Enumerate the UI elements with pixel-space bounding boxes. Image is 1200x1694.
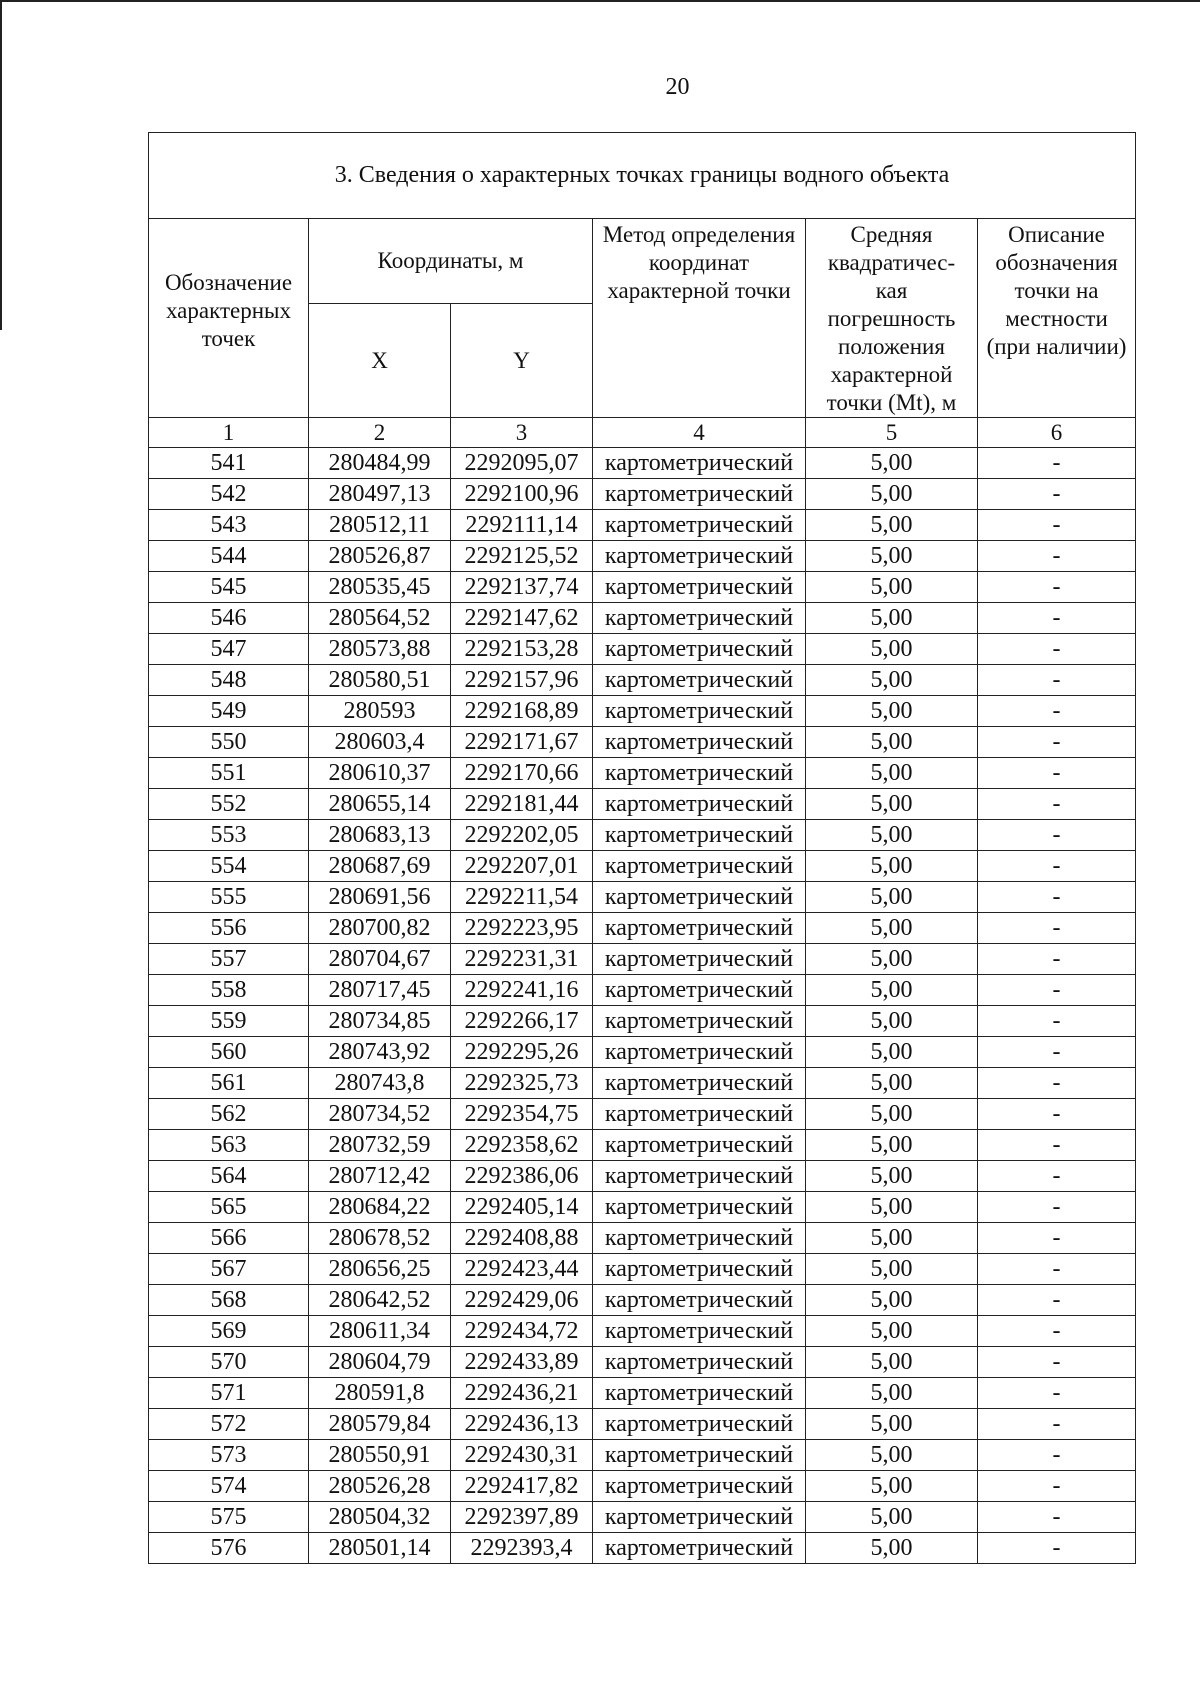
x-coordinate-cell: 280717,45 [309, 975, 451, 1006]
mt-error-cell: 5,00 [806, 1192, 978, 1223]
x-coordinate-cell: 280604,79 [309, 1347, 451, 1378]
point-number-cell: 545 [149, 572, 309, 603]
point-number-cell: 558 [149, 975, 309, 1006]
mt-error-cell: 5,00 [806, 820, 978, 851]
table-row [149, 1192, 1136, 1223]
mt-error-cell: 5,00 [806, 1378, 978, 1409]
scan-edge-top [0, 0, 1200, 2]
method-cell: картометрический [593, 882, 806, 913]
mt-error-cell: 5,00 [806, 479, 978, 510]
description-cell: - [978, 913, 1136, 944]
point-number-cell: 544 [149, 541, 309, 572]
method-cell: картометрический [593, 975, 806, 1006]
method-cell: картометрический [593, 820, 806, 851]
y-coordinate-cell: 2292397,89 [451, 1502, 593, 1533]
point-number-cell: 574 [149, 1471, 309, 1502]
table-row [149, 975, 1136, 1006]
column-number: 5 [806, 418, 978, 448]
method-cell: картометрический [593, 510, 806, 541]
mt-error-cell: 5,00 [806, 1471, 978, 1502]
x-coordinate-cell: 280526,87 [309, 541, 451, 572]
method-cell: картометрический [593, 1440, 806, 1471]
description-cell: - [978, 541, 1136, 572]
column-number: 6 [978, 418, 1136, 448]
mt-error-cell: 5,00 [806, 944, 978, 975]
x-coordinate-cell: 280656,25 [309, 1254, 451, 1285]
method-cell: картометрический [593, 603, 806, 634]
point-number-cell: 569 [149, 1316, 309, 1347]
point-number-cell: 542 [149, 479, 309, 510]
table-row [149, 1533, 1136, 1564]
header-y: Y [451, 304, 593, 418]
table-row [149, 1285, 1136, 1316]
point-number-cell: 541 [149, 448, 309, 479]
x-coordinate-cell: 280687,69 [309, 851, 451, 882]
y-coordinate-cell: 2292095,07 [451, 448, 593, 479]
x-coordinate-cell: 280611,34 [309, 1316, 451, 1347]
x-coordinate-cell: 280512,11 [309, 510, 451, 541]
mt-error-cell: 5,00 [806, 913, 978, 944]
x-coordinate-cell: 280610,37 [309, 758, 451, 789]
mt-error-cell: 5,00 [806, 727, 978, 758]
description-cell: - [978, 1161, 1136, 1192]
method-cell: картометрический [593, 1161, 806, 1192]
point-number-cell: 571 [149, 1378, 309, 1409]
x-coordinate-cell: 280484,99 [309, 448, 451, 479]
description-cell: - [978, 1192, 1136, 1223]
description-cell: - [978, 510, 1136, 541]
description-cell: - [978, 448, 1136, 479]
y-coordinate-cell: 2292436,13 [451, 1409, 593, 1440]
description-cell: - [978, 1254, 1136, 1285]
method-cell: картометрический [593, 944, 806, 975]
mt-error-cell: 5,00 [806, 1161, 978, 1192]
method-cell: картометрический [593, 1223, 806, 1254]
mt-error-cell: 5,00 [806, 572, 978, 603]
mt-error-cell: 5,00 [806, 1068, 978, 1099]
y-coordinate-cell: 2292433,89 [451, 1347, 593, 1378]
y-coordinate-cell: 2292137,74 [451, 572, 593, 603]
x-coordinate-cell: 280526,28 [309, 1471, 451, 1502]
x-coordinate-cell: 280593 [309, 696, 451, 727]
column-number: 2 [309, 418, 451, 448]
mt-error-cell: 5,00 [806, 634, 978, 665]
description-cell: - [978, 634, 1136, 665]
y-coordinate-cell: 2292153,28 [451, 634, 593, 665]
table-row [149, 603, 1136, 634]
method-cell: картометрический [593, 696, 806, 727]
description-cell: - [978, 665, 1136, 696]
description-cell: - [978, 944, 1136, 975]
table-row [149, 944, 1136, 975]
method-cell: картометрический [593, 1347, 806, 1378]
description-cell: - [978, 1471, 1136, 1502]
point-number-cell: 547 [149, 634, 309, 665]
description-cell: - [978, 479, 1136, 510]
mt-error-cell: 5,00 [806, 448, 978, 479]
header-error: Средняя квадратичес-кая погрешность положения характерной точки (Mt), м [806, 219, 978, 418]
point-number-cell: 555 [149, 882, 309, 913]
column-number: 1 [149, 418, 309, 448]
x-coordinate-cell: 280564,52 [309, 603, 451, 634]
mt-error-cell: 5,00 [806, 696, 978, 727]
y-coordinate-cell: 2292100,96 [451, 479, 593, 510]
description-cell: - [978, 1347, 1136, 1378]
mt-error-cell: 5,00 [806, 1533, 978, 1564]
y-coordinate-cell: 2292393,4 [451, 1533, 593, 1564]
table-row [149, 665, 1136, 696]
mt-error-cell: 5,00 [806, 1254, 978, 1285]
mt-error-cell: 5,00 [806, 882, 978, 913]
y-coordinate-cell: 2292434,72 [451, 1316, 593, 1347]
mt-error-cell: 5,00 [806, 851, 978, 882]
mt-error-cell: 5,00 [806, 1006, 978, 1037]
point-number-cell: 570 [149, 1347, 309, 1378]
y-coordinate-cell: 2292223,95 [451, 913, 593, 944]
description-cell: - [978, 882, 1136, 913]
y-coordinate-cell: 2292266,17 [451, 1006, 593, 1037]
point-number-cell: 556 [149, 913, 309, 944]
point-number-cell: 549 [149, 696, 309, 727]
y-coordinate-cell: 2292429,06 [451, 1285, 593, 1316]
header-method: Метод определения координат характерной точки [593, 219, 806, 418]
table-row [149, 572, 1136, 603]
method-cell: картометрический [593, 479, 806, 510]
method-cell: картометрический [593, 541, 806, 572]
table-row [149, 1130, 1136, 1161]
method-cell: картометрический [593, 1130, 806, 1161]
x-coordinate-cell: 280497,13 [309, 479, 451, 510]
table-row [149, 1254, 1136, 1285]
description-cell: - [978, 1440, 1136, 1471]
header-description: Описание обозначения точки на местности (при наличии) [978, 219, 1136, 418]
x-coordinate-cell: 280691,56 [309, 882, 451, 913]
x-coordinate-cell: 280550,91 [309, 1440, 451, 1471]
description-cell: - [978, 1502, 1136, 1533]
y-coordinate-cell: 2292423,44 [451, 1254, 593, 1285]
description-cell: - [978, 1533, 1136, 1564]
point-number-cell: 559 [149, 1006, 309, 1037]
y-coordinate-cell: 2292430,31 [451, 1440, 593, 1471]
table-row [149, 634, 1136, 665]
table-row [149, 913, 1136, 944]
table-row [149, 541, 1136, 572]
x-coordinate-cell: 280712,42 [309, 1161, 451, 1192]
x-coordinate-cell: 280704,67 [309, 944, 451, 975]
mt-error-cell: 5,00 [806, 1099, 978, 1130]
description-cell: - [978, 1409, 1136, 1440]
table-body [149, 448, 1136, 1564]
mt-error-cell: 5,00 [806, 665, 978, 696]
point-number-cell: 561 [149, 1068, 309, 1099]
table-row [149, 510, 1136, 541]
description-cell: - [978, 696, 1136, 727]
point-number-cell: 572 [149, 1409, 309, 1440]
page-number: 20 [665, 74, 690, 100]
header-coordinates: Координаты, м [309, 219, 593, 304]
table-row [149, 1006, 1136, 1037]
description-cell: - [978, 1223, 1136, 1254]
mt-error-cell: 5,00 [806, 510, 978, 541]
table-row [149, 1037, 1136, 1068]
y-coordinate-cell: 2292202,05 [451, 820, 593, 851]
y-coordinate-cell: 2292211,54 [451, 882, 593, 913]
point-number-cell: 554 [149, 851, 309, 882]
x-coordinate-cell: 280743,92 [309, 1037, 451, 1068]
point-number-cell: 576 [149, 1533, 309, 1564]
table-row [149, 758, 1136, 789]
table-row [149, 696, 1136, 727]
table-row [149, 1378, 1136, 1409]
point-number-cell: 548 [149, 665, 309, 696]
mt-error-cell: 5,00 [806, 603, 978, 634]
x-coordinate-cell: 280603,4 [309, 727, 451, 758]
description-cell: - [978, 1130, 1136, 1161]
point-number-cell: 563 [149, 1130, 309, 1161]
y-coordinate-cell: 2292231,31 [451, 944, 593, 975]
x-coordinate-cell: 280700,82 [309, 913, 451, 944]
method-cell: картометрический [593, 572, 806, 603]
x-coordinate-cell: 280591,8 [309, 1378, 451, 1409]
mt-error-cell: 5,00 [806, 1502, 978, 1533]
method-cell: картометрический [593, 851, 806, 882]
method-cell: картометрический [593, 1502, 806, 1533]
description-cell: - [978, 1285, 1136, 1316]
x-coordinate-cell: 280535,45 [309, 572, 451, 603]
description-cell: - [978, 758, 1136, 789]
method-cell: картометрический [593, 727, 806, 758]
y-coordinate-cell: 2292147,62 [451, 603, 593, 634]
table-row [149, 851, 1136, 882]
method-cell: картометрический [593, 1192, 806, 1223]
mt-error-cell: 5,00 [806, 1130, 978, 1161]
method-cell: картометрический [593, 1068, 806, 1099]
y-coordinate-cell: 2292436,21 [451, 1378, 593, 1409]
method-cell: картометрический [593, 1471, 806, 1502]
table-row [149, 1161, 1136, 1192]
table-row [149, 1068, 1136, 1099]
mt-error-cell: 5,00 [806, 1285, 978, 1316]
table-row [149, 479, 1136, 510]
description-cell: - [978, 789, 1136, 820]
method-cell: картометрический [593, 665, 806, 696]
y-coordinate-cell: 2292354,75 [451, 1099, 593, 1130]
x-coordinate-cell: 280743,8 [309, 1068, 451, 1099]
description-cell: - [978, 572, 1136, 603]
x-coordinate-cell: 280655,14 [309, 789, 451, 820]
scan-edge-left [0, 0, 2, 330]
mt-error-cell: 5,00 [806, 975, 978, 1006]
table-title: 3. Сведения о характерных точках границы водного объекта [149, 133, 1136, 219]
point-number-cell: 562 [149, 1099, 309, 1130]
x-coordinate-cell: 280732,59 [309, 1130, 451, 1161]
method-cell: картометрический [593, 1006, 806, 1037]
y-coordinate-cell: 2292125,52 [451, 541, 593, 572]
method-cell: картометрический [593, 758, 806, 789]
y-coordinate-cell: 2292157,96 [451, 665, 593, 696]
point-number-cell: 543 [149, 510, 309, 541]
table-row [149, 727, 1136, 758]
table-row [149, 448, 1136, 479]
description-cell: - [978, 1316, 1136, 1347]
method-cell: картометрический [593, 1409, 806, 1440]
x-coordinate-cell: 280642,52 [309, 1285, 451, 1316]
y-coordinate-cell: 2292170,66 [451, 758, 593, 789]
x-coordinate-cell: 280684,22 [309, 1192, 451, 1223]
point-number-cell: 566 [149, 1223, 309, 1254]
y-coordinate-cell: 2292168,89 [451, 696, 593, 727]
method-cell: картометрический [593, 1099, 806, 1130]
table-row [149, 1347, 1136, 1378]
table-row [149, 820, 1136, 851]
x-coordinate-cell: 280734,85 [309, 1006, 451, 1037]
table-row [149, 882, 1136, 913]
point-number-cell: 564 [149, 1161, 309, 1192]
y-coordinate-cell: 2292181,44 [451, 789, 593, 820]
description-cell: - [978, 851, 1136, 882]
y-coordinate-cell: 2292241,16 [451, 975, 593, 1006]
method-cell: картометрический [593, 1285, 806, 1316]
method-cell: картометрический [593, 1533, 806, 1564]
description-cell: - [978, 1099, 1136, 1130]
description-cell: - [978, 1037, 1136, 1068]
x-coordinate-cell: 280579,84 [309, 1409, 451, 1440]
description-cell: - [978, 603, 1136, 634]
mt-error-cell: 5,00 [806, 1037, 978, 1068]
point-number-cell: 557 [149, 944, 309, 975]
x-coordinate-cell: 280683,13 [309, 820, 451, 851]
point-number-cell: 568 [149, 1285, 309, 1316]
point-number-cell: 553 [149, 820, 309, 851]
mt-error-cell: 5,00 [806, 541, 978, 572]
y-coordinate-cell: 2292417,82 [451, 1471, 593, 1502]
point-number-cell: 567 [149, 1254, 309, 1285]
column-number: 4 [593, 418, 806, 448]
x-coordinate-cell: 280734,52 [309, 1099, 451, 1130]
point-number-cell: 560 [149, 1037, 309, 1068]
description-cell: - [978, 1006, 1136, 1037]
table-row [149, 1440, 1136, 1471]
y-coordinate-cell: 2292207,01 [451, 851, 593, 882]
table-row [149, 1502, 1136, 1533]
method-cell: картометрический [593, 1254, 806, 1285]
table-row [149, 1471, 1136, 1502]
method-cell: картометрический [593, 789, 806, 820]
point-number-cell: 575 [149, 1502, 309, 1533]
mt-error-cell: 5,00 [806, 1409, 978, 1440]
description-cell: - [978, 975, 1136, 1006]
description-cell: - [978, 820, 1136, 851]
mt-error-cell: 5,00 [806, 1347, 978, 1378]
mt-error-cell: 5,00 [806, 1440, 978, 1471]
point-number-cell: 565 [149, 1192, 309, 1223]
method-cell: картометрический [593, 913, 806, 944]
mt-error-cell: 5,00 [806, 1316, 978, 1347]
description-cell: - [978, 1378, 1136, 1409]
y-coordinate-cell: 2292325,73 [451, 1068, 593, 1099]
y-coordinate-cell: 2292295,26 [451, 1037, 593, 1068]
x-coordinate-cell: 280573,88 [309, 634, 451, 665]
description-cell: - [978, 1068, 1136, 1099]
table-row [149, 1223, 1136, 1254]
header-designation: Обозначение характерных точек [149, 219, 309, 418]
description-cell: - [978, 727, 1136, 758]
y-coordinate-cell: 2292408,88 [451, 1223, 593, 1254]
y-coordinate-cell: 2292111,14 [451, 510, 593, 541]
table-row [149, 1409, 1136, 1440]
y-coordinate-cell: 2292386,06 [451, 1161, 593, 1192]
method-cell: картометрический [593, 1378, 806, 1409]
table-row [149, 1316, 1136, 1347]
y-coordinate-cell: 2292358,62 [451, 1130, 593, 1161]
header-x: X [309, 304, 451, 418]
table-row [149, 789, 1136, 820]
point-number-cell: 546 [149, 603, 309, 634]
table-row [149, 1099, 1136, 1130]
mt-error-cell: 5,00 [806, 789, 978, 820]
point-number-cell: 573 [149, 1440, 309, 1471]
x-coordinate-cell: 280678,52 [309, 1223, 451, 1254]
x-coordinate-cell: 280501,14 [309, 1533, 451, 1564]
mt-error-cell: 5,00 [806, 758, 978, 789]
y-coordinate-cell: 2292171,67 [451, 727, 593, 758]
x-coordinate-cell: 280580,51 [309, 665, 451, 696]
point-number-cell: 552 [149, 789, 309, 820]
method-cell: картометрический [593, 1316, 806, 1347]
point-number-cell: 551 [149, 758, 309, 789]
column-number: 3 [451, 418, 593, 448]
point-number-cell: 550 [149, 727, 309, 758]
method-cell: картометрический [593, 448, 806, 479]
x-coordinate-cell: 280504,32 [309, 1502, 451, 1533]
characteristic-points-table [148, 132, 1136, 1564]
method-cell: картометрический [593, 634, 806, 665]
method-cell: картометрический [593, 1037, 806, 1068]
y-coordinate-cell: 2292405,14 [451, 1192, 593, 1223]
mt-error-cell: 5,00 [806, 1223, 978, 1254]
